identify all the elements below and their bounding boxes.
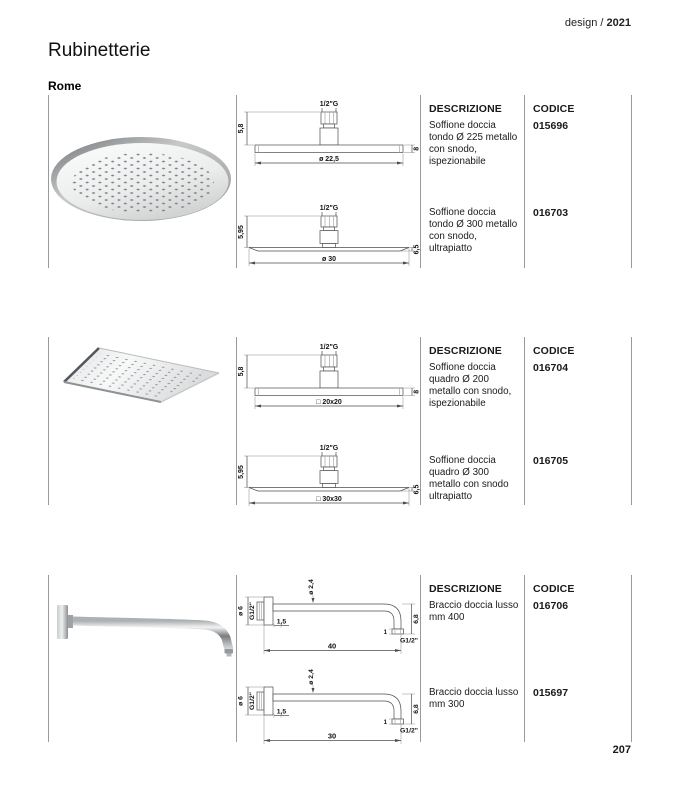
code-column <box>524 95 631 268</box>
dim-thread: 1/2"G <box>319 445 339 452</box>
dim-length: 30 <box>327 731 337 741</box>
dim-height: 5,95 <box>238 465 245 479</box>
code-column <box>524 575 631 742</box>
square-shower-head-photo <box>49 337 237 505</box>
description-header: DESCRIZIONE <box>429 103 502 115</box>
series-title: Rome <box>48 79 82 93</box>
section-round-shower-heads <box>48 95 632 268</box>
product-description: Soffione doccia quadro Ø 300 metallo con snodo ultrapiatto <box>429 455 509 503</box>
product-description: Braccio doccia lusso mm 400 <box>429 600 519 624</box>
dim-height: 5,8 <box>238 123 245 134</box>
dim-tip: 1 <box>383 630 387 636</box>
drawing-arm-300 <box>237 667 421 747</box>
dim-width: □ 30x30 <box>316 496 342 503</box>
dim-width: □ 20x20 <box>316 399 342 406</box>
dim-wall-thread: G1/2" <box>249 692 256 710</box>
dim-drop: 6,8 <box>413 614 420 624</box>
dim-end-thread: G1/2" <box>400 637 418 645</box>
dim-edge: 8 <box>413 146 421 151</box>
round-shower-head-photo <box>49 95 237 268</box>
product-description: Soffione doccia tondo Ø 225 metallo con snodo, ispezionabile <box>429 120 518 168</box>
arm-drawing-cell <box>236 575 420 742</box>
product-code: 016705 <box>533 455 569 467</box>
product-code: 016704 <box>533 362 569 374</box>
drawing-round-300 <box>237 201 421 269</box>
description-header: DESCRIZIONE <box>429 583 502 595</box>
code-header: CODICE <box>533 103 575 115</box>
product-code: 016703 <box>533 207 569 219</box>
dim-height: 5,95 <box>238 225 245 239</box>
dim-thread: 1/2"G <box>319 101 339 108</box>
dim-wall-thread: G1/2" <box>249 602 256 620</box>
dim-length: 40 <box>327 641 337 651</box>
product-description: Soffione doccia quadro Ø 200 metallo con snodo, ispezionabile <box>429 362 512 410</box>
square-heads-drawing-cell <box>236 337 420 505</box>
dim-tube-diameter: ø 2,4 <box>308 669 315 685</box>
page-number: 207 <box>612 744 631 756</box>
dim-end-thread: G1/2" <box>400 727 418 735</box>
description-column <box>420 575 524 742</box>
dim-flange-diameter: ø 6 <box>237 606 245 616</box>
dim-flange-diameter: ø 6 <box>237 696 245 706</box>
product-code: 016706 <box>533 600 569 612</box>
dim-height: 5,8 <box>238 366 245 377</box>
code-header: CODICE <box>533 583 575 595</box>
description-column <box>420 337 524 505</box>
dim-tube-diameter: ø 2,4 <box>308 579 315 595</box>
dim-tip: 1 <box>383 720 387 726</box>
dim-thread: 1/2"G <box>319 205 339 212</box>
drawing-square-300 <box>237 441 421 509</box>
square-shower-head-photo-cell <box>48 337 236 505</box>
description-column <box>420 95 524 268</box>
edition-prefix: design / <box>564 17 607 29</box>
code-header: CODICE <box>533 345 575 357</box>
dim-wall-offset: 1,5 <box>276 618 287 626</box>
dim-thread: 1/2"G <box>319 344 339 351</box>
shower-arm-photo-cell <box>48 575 236 742</box>
round-heads-drawing-cell <box>236 95 420 268</box>
dim-width: ø 30 <box>321 256 337 263</box>
product-description: Soffione doccia tondo Ø 300 metallo con snodo, ultrapiatto <box>429 207 518 255</box>
product-code: 015696 <box>533 120 569 132</box>
dim-drop: 6,8 <box>413 704 420 714</box>
dim-edge: 6,5 <box>413 244 421 255</box>
section-shower-arms <box>48 575 632 742</box>
dim-wall-offset: 1,5 <box>276 708 287 716</box>
page-title: Rubinetterie <box>48 40 151 61</box>
dim-edge: 8 <box>413 389 421 394</box>
round-shower-head-photo-cell <box>48 95 236 268</box>
product-description: Braccio doccia lusso mm 300 <box>429 687 519 711</box>
description-header: DESCRIZIONE <box>429 345 502 357</box>
product-code: 015697 <box>533 687 569 699</box>
drawing-arm-400 <box>237 577 421 657</box>
dim-edge: 6,5 <box>413 484 421 495</box>
drawing-square-200 <box>237 340 421 414</box>
code-column <box>524 337 631 505</box>
section-square-shower-heads <box>48 337 632 505</box>
edition-year: 2021 <box>606 17 631 29</box>
drawing-round-225 <box>237 97 421 171</box>
edition-label <box>565 17 631 29</box>
shower-arm-photo <box>49 575 237 742</box>
dim-width: ø 22,5 <box>319 156 339 163</box>
